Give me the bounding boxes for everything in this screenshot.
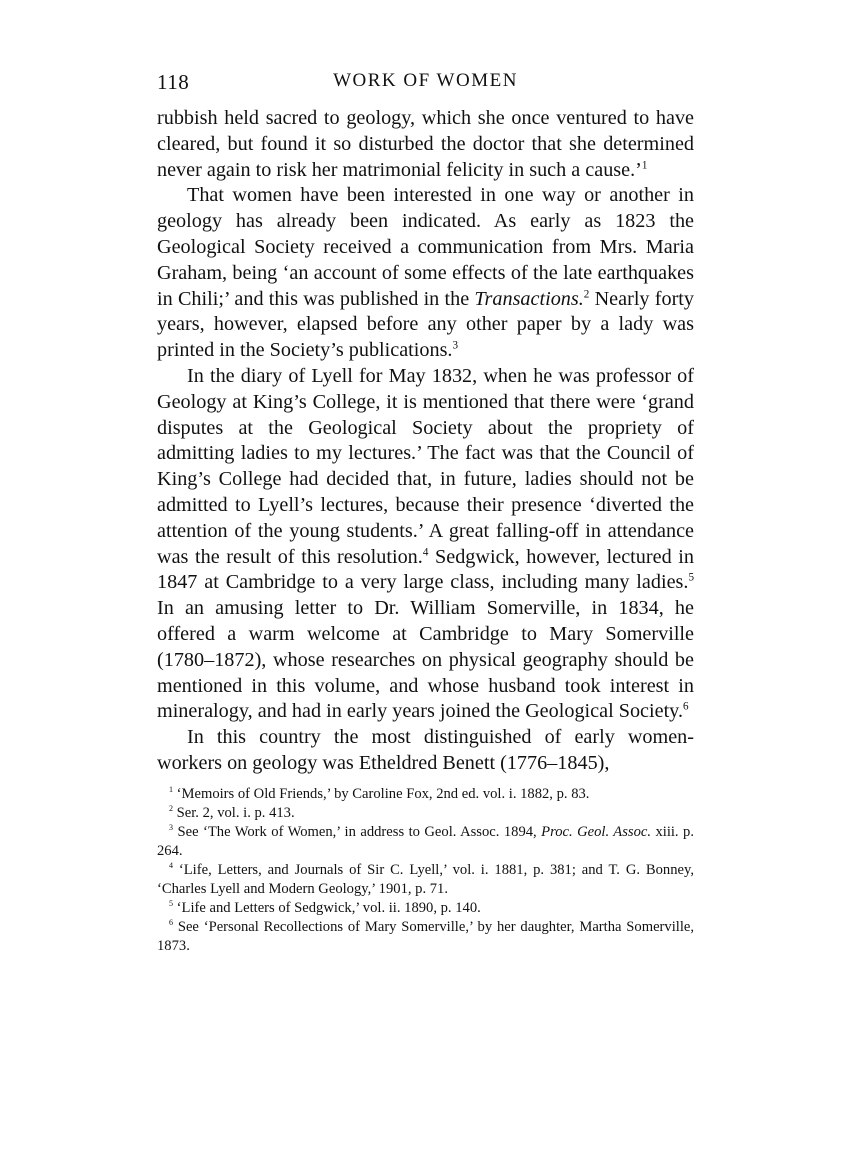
text-run: Ser. 2, vol. i. p. 413.	[173, 804, 295, 821]
italic-text: Transactions.	[474, 287, 584, 310]
footnote	[157, 823, 694, 861]
book-page	[157, 70, 694, 956]
footnote-marker: 6	[169, 917, 174, 927]
footnotes	[157, 785, 694, 956]
footnote-marker: 3	[169, 822, 174, 832]
text-run: In this country the most distinguished of early women-workers on geology was Etheldred Benett (1776–1845),	[157, 726, 694, 774]
footnote-marker: 4	[422, 545, 429, 558]
footnote	[157, 785, 694, 804]
text-run: Nearly forty years, however, elapsed before any other paper by a lady was printed in the Society’s publications.	[157, 287, 695, 362]
italic-text: Proc. Geol. Assoc.	[541, 823, 652, 840]
text-run: ‘Life, Letters, and Journals of Sir C. Lyell,’ vol. i. 1881, p. 381; and T. G. Bonney, ‘Charles Lyell and Modern Geology,’ 1901, p. 71.	[157, 861, 694, 897]
footnote	[157, 899, 694, 918]
page-header	[157, 70, 694, 98]
paragraph	[157, 183, 694, 364]
text-run: rubbish held sacred to geology, which she once ventured to have cleared, but found it so disturbed the doctor that she determined never again to risk her matrimonial felicity in such a cause.’	[157, 107, 694, 181]
footnote	[157, 804, 694, 823]
page-number: 118	[157, 70, 190, 94]
text-run: See ‘The Work of Women,’ in address to Geol. Assoc. 1894,	[173, 823, 542, 840]
footnote	[157, 918, 694, 956]
footnote-marker: 2	[169, 803, 174, 813]
text-run: In an amusing letter to Dr. William Somerville, in 1834, he offered a warm welcome at Cambridge to Mary Somerville (1780–1872), whose researches on physical geography should be mentioned in this volume, and whose husband took interest in mineralogy, and had in early years joined the Geological Society.	[157, 597, 694, 723]
paragraph	[157, 106, 694, 183]
footnote-marker: 1	[169, 784, 174, 794]
text-run: xiii. p. 264.	[157, 823, 694, 859]
paragraph	[157, 364, 694, 725]
text-run: See ‘Personal Recollections of Mary Somerville,’ by her daughter, Martha Somerville, 1873.	[157, 918, 694, 954]
text-run: In the diary of Lyell for May 1832, when he was professor of Geology at King’s College, it is mentioned that there were ‘grand disputes at the Geological Society about the propriety of admitting ladies to my lectures.’ The fact was that the Council of King’s College had decided that, in future, ladies should not be admitted to Lyell’s lectures, because their presence ‘diverted the attention of the young students.’ A great falling-off in attendance was the result of this resolution.	[157, 364, 694, 568]
text-run: ‘Memoirs of Old Friends,’ by Caroline Fox, 2nd ed. vol. i. 1882, p. 83.	[173, 785, 590, 802]
footnote-marker: 4	[169, 860, 174, 870]
text-run: ‘Life and Letters of Sedgwick,’ vol. ii. 1890, p. 140.	[173, 899, 481, 916]
footnote-marker: 2	[583, 287, 590, 300]
footnote-marker: 3	[452, 339, 459, 352]
footnote-marker: 1	[641, 158, 648, 171]
footnote-marker: 5	[169, 898, 174, 908]
running-head: WORK OF WOMEN	[333, 70, 518, 91]
paragraph	[157, 725, 694, 777]
footnote-marker: 6	[683, 700, 689, 713]
text-run: That women have been interested in one way or another in geology has already been indicated. As early as 1823 the Geological Society received a communication from Mrs. Maria Graham, being ‘an account of some effects of the late earthquakes in Chili;’ and this was published in the	[157, 184, 694, 310]
footnote	[157, 861, 694, 899]
text-run: Sedgwick, however, lectured in 1847 at Cambridge to a very large class, including many ladies.	[157, 545, 694, 594]
body-text	[157, 106, 694, 777]
footnote-marker: 5	[688, 571, 694, 584]
